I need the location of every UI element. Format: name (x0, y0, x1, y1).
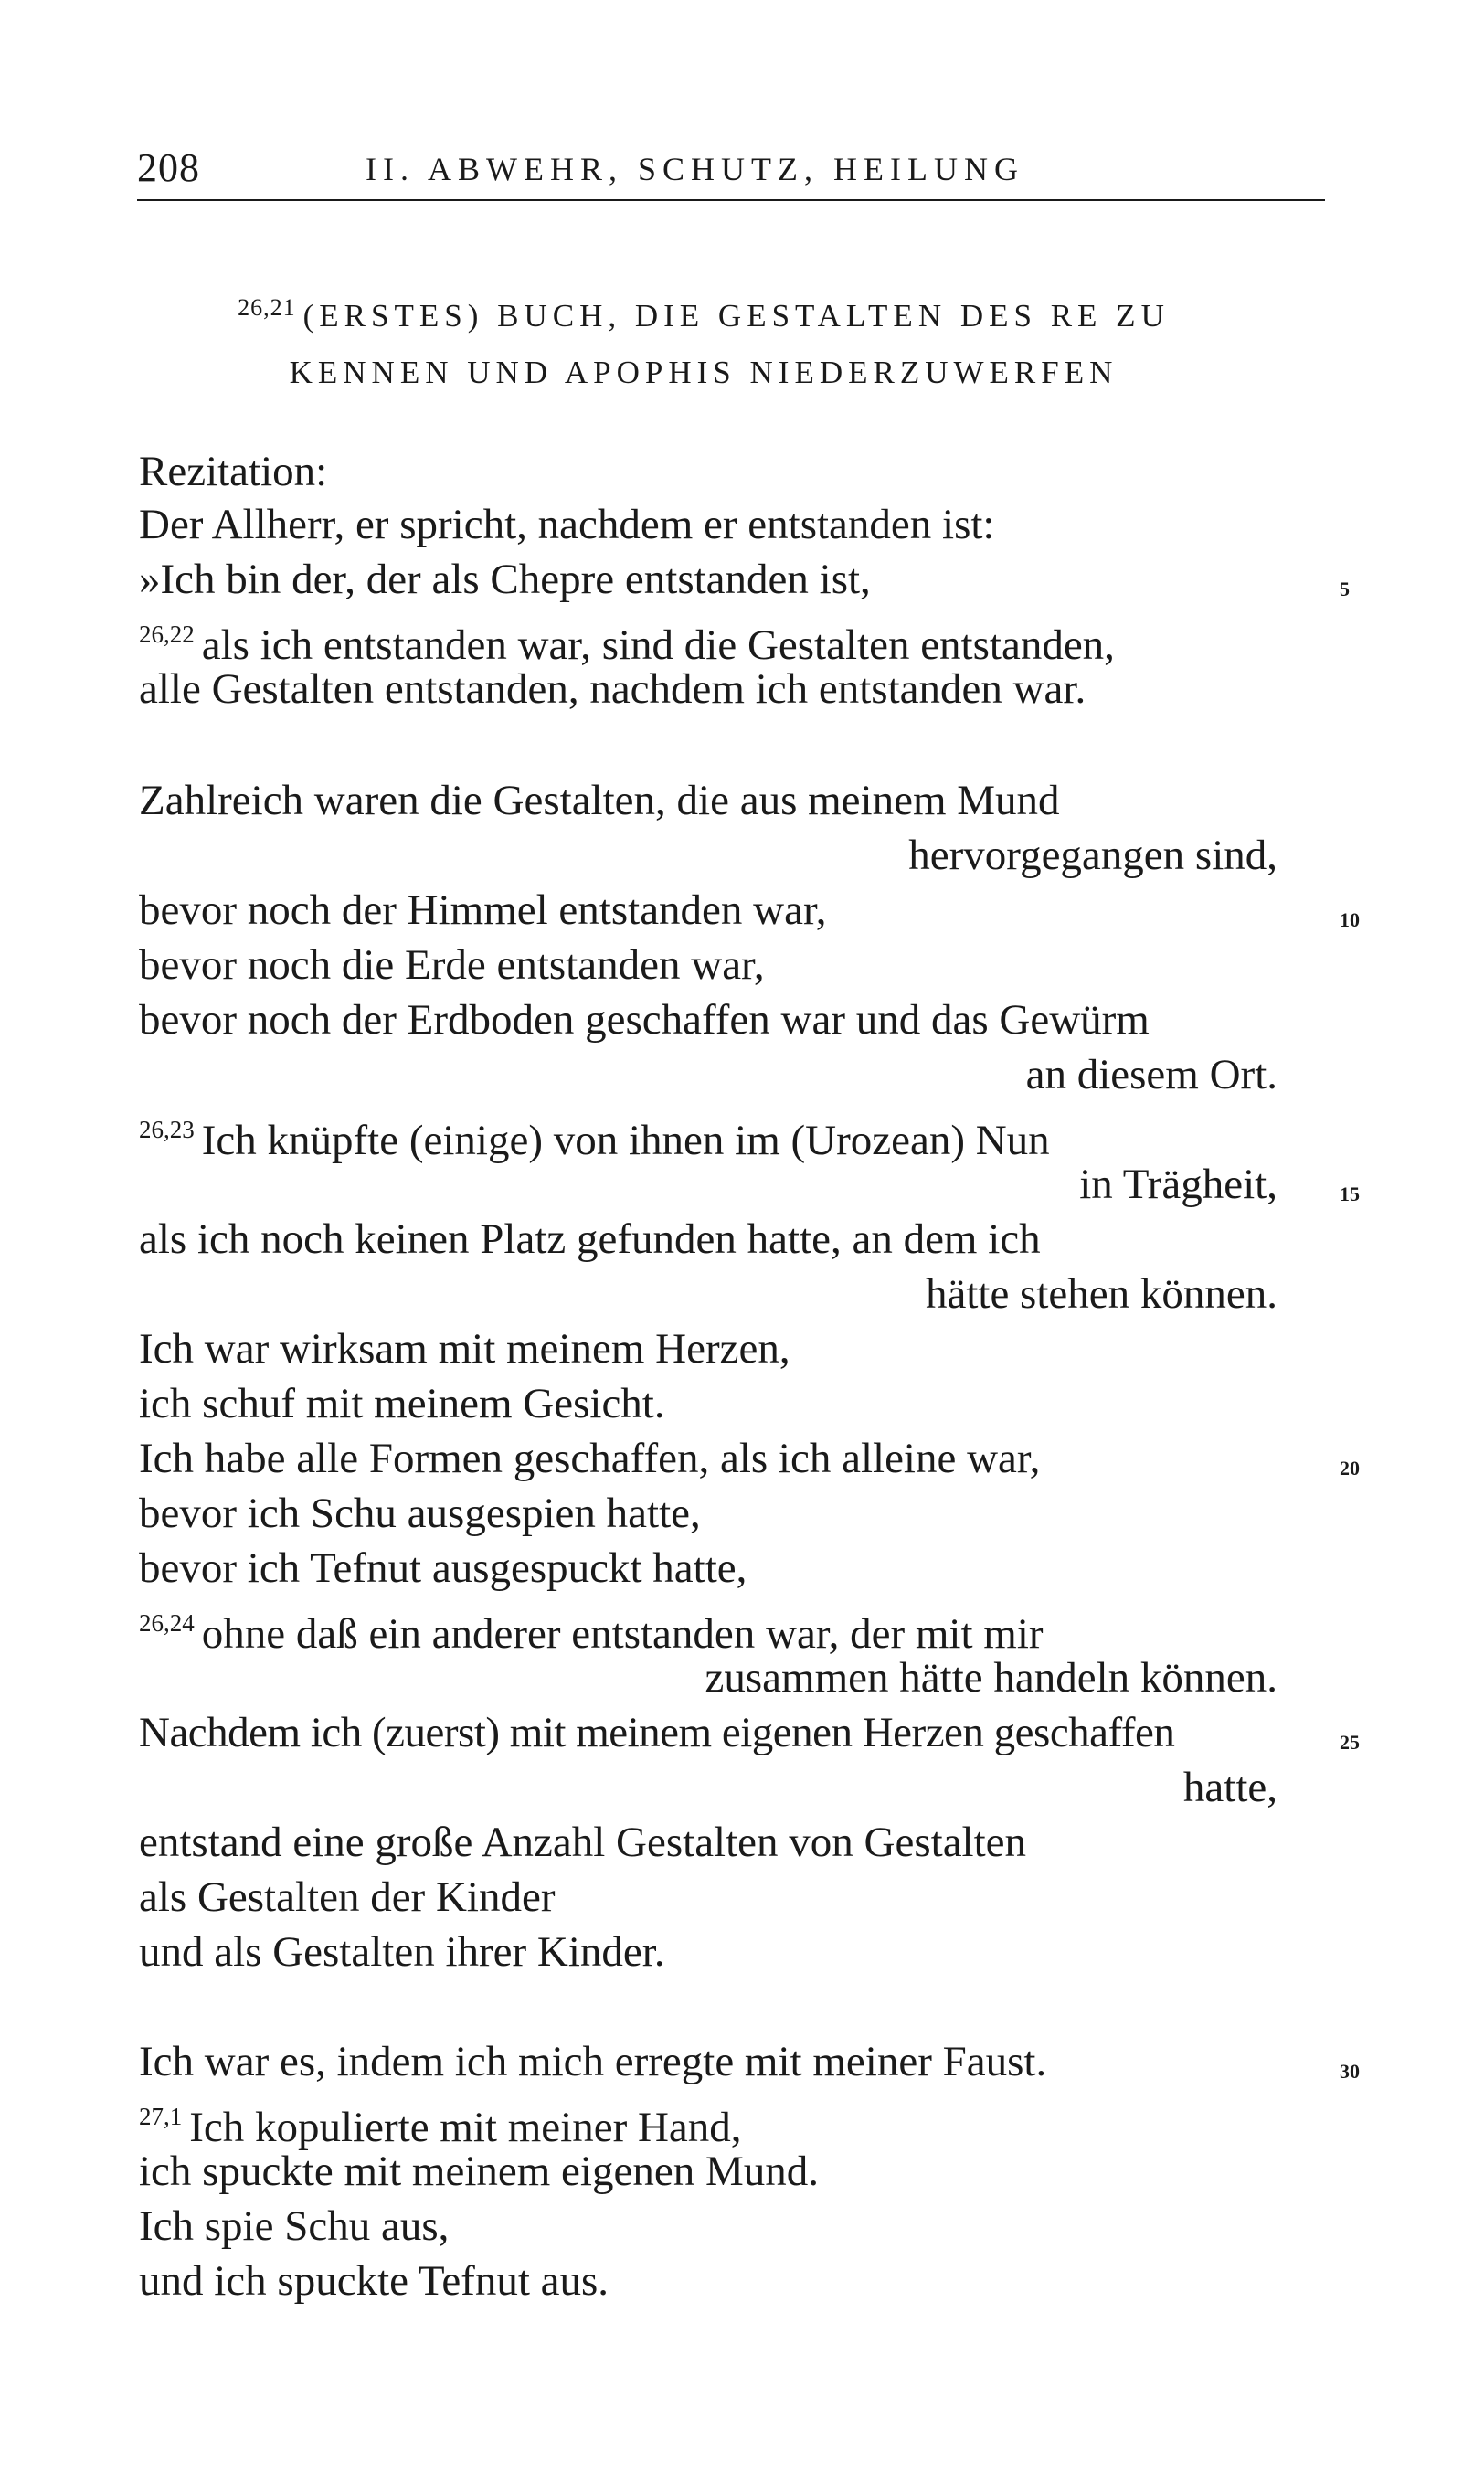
verse-line: $^{26,24}$ ohne daß ein anderer entstanden war, der mit mir (139, 1609, 1044, 1658)
section-title-text-2: KENNEN UND APOPHIS NIEDERZUWERFEN (289, 355, 1118, 390)
verse-line: Ich war es, indem ich mich erregte mit meiner Faust. (139, 2038, 1047, 2085)
line-number: 5 (1340, 578, 1350, 600)
running-head (137, 144, 1325, 199)
verse-line: Ich war wirksam mit meinem Herzen, (139, 1325, 790, 1373)
verse-line: $^{26,22}$ als ich entstanden war, sind die Gestalten entstanden, (139, 620, 1115, 669)
column-ref: 26,23 (139, 1116, 195, 1143)
verse-line: bevor noch die Erde entstanden war, (139, 941, 765, 989)
verse-line: ich spuckte mit meinem eigenen Mund. (139, 2148, 819, 2195)
section-title-line-1 (137, 294, 1270, 334)
verse-line: Ich habe alle Formen geschaffen, als ich alleine war, (139, 1435, 1041, 1482)
verse-line-continuation: hatte, (1182, 1764, 1277, 1811)
line-number: 15 (1340, 1183, 1360, 1205)
verse-line-continuation: hervorgegangen sind, (908, 832, 1277, 879)
verse-line: $^{26,23}$ Ich knüpfte (einige) von ihnen im (Urozean) Nun (139, 1116, 1050, 1164)
verse-line: bevor noch der Himmel entstanden war, (139, 886, 827, 934)
verse-line: Ich spie Schu aus, (139, 2202, 450, 2250)
line-number: 10 (1340, 908, 1360, 931)
verse-line-continuation: hätte stehen können. (925, 1270, 1277, 1318)
verse-line: als ich noch keinen Platz gefunden hatte, an dem ich (139, 1215, 1041, 1263)
line-number: 20 (1340, 1457, 1360, 1480)
verse-line: Nachdem ich (zuerst) mit meinem eigenen Herzen geschaffen (139, 1709, 1175, 1756)
page-number: 208 (137, 145, 200, 190)
verse-line: »Ich bin der, der als Chepre entstanden ist, (139, 556, 871, 603)
header-rule (137, 199, 1325, 201)
running-title: II. ABWEHR, SCHUTZ, HEILUNG (366, 151, 1024, 187)
verse-line-continuation: in Trägheit, (1079, 1161, 1277, 1208)
verse-line: bevor ich Tefnut ausgespuckt hatte, (139, 1544, 747, 1592)
section-ref: 26,21 (238, 294, 296, 321)
column-ref: 27,1 (139, 2103, 183, 2130)
verse-line: als Gestalten der Kinder (139, 1873, 556, 1921)
column-ref: 26,22 (139, 620, 195, 648)
line-number: 30 (1340, 2060, 1360, 2083)
verse-line: und als Gestalten ihrer Kinder. (139, 1928, 665, 1976)
verse-line: $^{27,1}$ Ich kopulierte mit meiner Hand, (139, 2103, 742, 2151)
verse-line: Der Allherr, er spricht, nachdem er entstanden ist: (139, 501, 995, 548)
verse-line-continuation: an diesem Ort. (1025, 1051, 1277, 1098)
verse-line: Rezitation: (139, 448, 328, 495)
verse-line: Zahlreich waren die Gestalten, die aus meinem Mund (139, 777, 1060, 824)
verse-line: entstand eine große Anzahl Gestalten von Gestalten (139, 1819, 1027, 1866)
verse-line: und ich spuckte Tefnut aus. (139, 2257, 610, 2305)
verse-line: bevor noch der Erdboden geschaffen war und das Gewürm (139, 996, 1150, 1044)
section-title-text-1: (ERSTES) BUCH, DIE GESTALTEN DES RE ZU (302, 298, 1170, 334)
verse-line: ich schuf mit meinem Gesicht. (139, 1380, 665, 1427)
column-ref: 26,24 (139, 1609, 195, 1637)
line-number: 25 (1340, 1731, 1360, 1754)
verse-line: alle Gestalten entstanden, nachdem ich entstanden war. (139, 665, 1086, 713)
verse-line: bevor ich Schu ausgespien hatte, (139, 1490, 701, 1537)
section-title-line-2 (137, 355, 1270, 391)
verse-line-continuation: zusammen hätte handeln können. (705, 1654, 1277, 1702)
